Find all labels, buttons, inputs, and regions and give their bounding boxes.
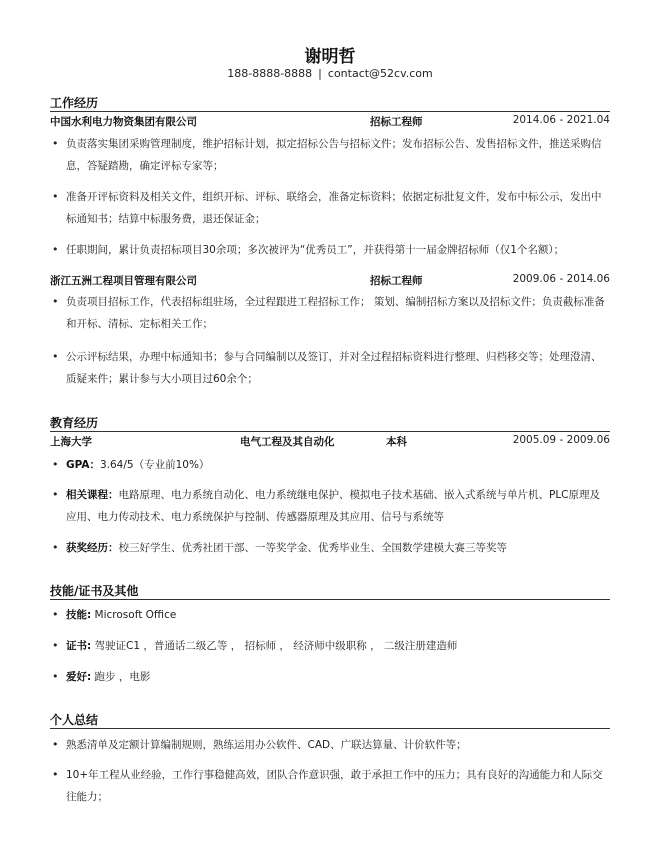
bullet-text: 任职期间，累计负责招标项目30余项；多次被评为“优秀员工”，并获得第十一届金牌招标师（仅1个名额）；	[66, 244, 565, 256]
section-title-summary: 个人总结	[50, 713, 99, 727]
item-label: GPA：	[66, 459, 100, 471]
item-label: 技能:	[66, 609, 92, 621]
item-label: 获奖经历：	[66, 542, 119, 554]
job-date: 2009.06 - 2014.06	[512, 273, 610, 285]
bullet-item	[50, 239, 610, 261]
job-header	[50, 273, 610, 289]
education-header	[50, 434, 610, 450]
bullet-dot: •	[52, 350, 59, 363]
item-value: 校三好学生、优秀社团干部、一等奖学金、优秀毕业生、全国数学建模大赛三等奖等	[118, 542, 507, 554]
bullet-text	[66, 537, 610, 559]
bullet-dot: •	[52, 639, 59, 652]
section-title-work: 工作经历	[50, 96, 99, 110]
company-name: 中国水利电力物资集团有限公司	[50, 116, 197, 128]
bullet-item	[50, 734, 610, 756]
bullet-text	[66, 666, 610, 688]
section-title-skills: 技能/证书及其他	[50, 584, 139, 598]
bullet-item	[50, 484, 610, 528]
bullet-item	[50, 537, 610, 559]
bullet-dot: •	[52, 243, 59, 256]
job-role: 招标工程师	[370, 275, 423, 287]
item-label: 相关课程：	[66, 489, 119, 501]
bullet-dot: •	[52, 458, 59, 471]
degree: 本科	[386, 436, 407, 448]
item-value: 3.64/5（专业前10%）	[99, 459, 210, 471]
bullet-item	[50, 346, 610, 390]
bullet-dot: •	[52, 670, 59, 683]
bullet-item	[50, 604, 610, 626]
bullet-dot: •	[52, 738, 59, 751]
bullet-item	[50, 454, 610, 476]
bullet-text: 10+年工程从业经验，工作行事稳健高效，团队合作意识强，敢于承担工作中的压力；具有良好的沟通能力和人际交往能力；	[66, 769, 603, 803]
bullet-item	[50, 186, 610, 230]
school-name: 上海大学	[50, 436, 92, 448]
company-name: 浙江五洲工程项目管理有限公司	[50, 275, 197, 287]
bullet-text: 准备开评标资料及相关文件，组织开标、评标、联络会，准备定标资料；依据定标批复文件，发布中标公示，发出中标通知书；结算中标服务费，退还保证金；	[66, 191, 602, 225]
item-value: 驾驶证C1 ，普通话二级乙等 ， 招标师 ， 经济师中级职称 ， 二级注册建造师	[91, 640, 458, 652]
bullet-text: 公示评标结果，办理中标通知书；参与合同编制以及签订，并对全过程招标资料进行整理、归档移交等；处理澄清、质疑来件；累计参与大小项目过60余个；	[66, 351, 602, 385]
phone: 188-8888-8888	[227, 67, 313, 80]
item-value: 跑步 ，电影	[91, 671, 151, 683]
bullet-text	[66, 484, 610, 528]
section-divider	[50, 728, 610, 729]
item-value: Microsoft Office	[91, 609, 177, 621]
item-label: 爱好:	[66, 671, 92, 683]
section-divider	[50, 111, 610, 112]
bullet-dot: •	[52, 295, 59, 308]
resume-name: 谢明哲	[304, 47, 356, 67]
bullet-text: 负责落实集团采购管理制度，维护招标计划，拟定招标公告与招标文件；发布招标公告、发售招标文件，推送采购信息，答疑踏勘，确定评标专家等；	[66, 138, 602, 172]
item-label: 证书:	[66, 640, 92, 652]
bullet-text: 熟悉清单及定额计算编制规则，熟练运用办公软件、CAD、广联达算量、计价软件等；	[66, 739, 467, 751]
contact-separator: |	[318, 67, 322, 80]
bullet-item	[50, 133, 610, 177]
bullet-dot: •	[52, 608, 59, 621]
bullet-text	[66, 604, 610, 626]
education-date: 2005.09 - 2009.06	[512, 434, 610, 446]
contact-line	[0, 67, 660, 80]
bullet-item	[50, 291, 610, 335]
section-divider	[50, 431, 610, 432]
bullet-item	[50, 764, 610, 808]
bullet-dot: •	[52, 768, 59, 781]
section-title-education: 教育经历	[50, 416, 99, 430]
bullet-text	[66, 635, 610, 657]
bullet-dot: •	[52, 190, 59, 203]
section-divider	[50, 599, 610, 600]
bullet-dot: •	[52, 137, 59, 150]
bullet-dot: •	[52, 488, 59, 501]
bullet-item	[50, 666, 610, 688]
job-date: 2014.06 - 2021.04	[512, 114, 610, 126]
item-value: 电路原理、电力系统自动化、电力系统继电保护、模拟电子技术基础、嵌入式系统与单片机、PLC原理及应用、电力传动技术、电力系统保护与控制、传感器原理及其应用、信号与系统等	[66, 489, 601, 523]
major: 电气工程及其自动化	[240, 436, 335, 448]
job-role: 招标工程师	[370, 116, 423, 128]
bullet-text	[66, 454, 610, 476]
bullet-text: 负责项目招标工作，代表招标组驻场，全过程跟进工程招标工作； 策划、编制招标方案以及招标文件；负责截标准备和开标、清标、定标相关工作；	[66, 296, 605, 330]
email: contact@52cv.com	[327, 67, 433, 80]
bullet-item	[50, 635, 610, 657]
bullet-dot: •	[52, 541, 59, 554]
job-header	[50, 114, 610, 130]
